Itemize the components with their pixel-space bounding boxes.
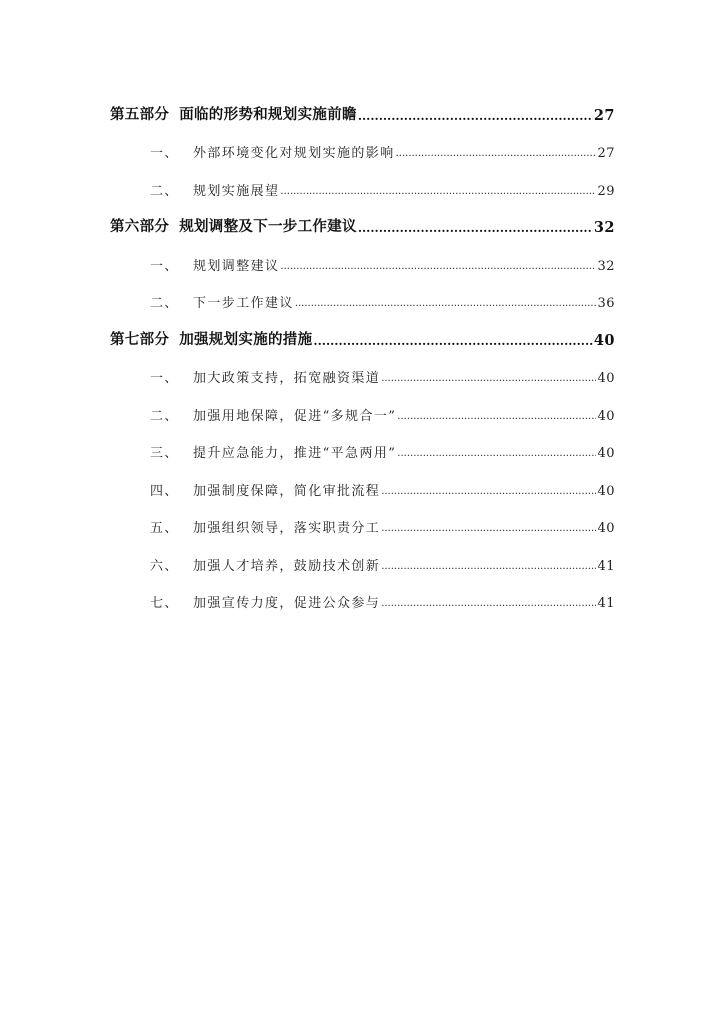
toc-entry-number: 第六部分 <box>110 218 170 235</box>
toc-entry-number: 一、 <box>150 371 179 386</box>
toc-dot-leader <box>396 148 597 159</box>
toc-dot-leader <box>381 373 596 384</box>
toc-entry-7-1[interactable] <box>110 355 615 393</box>
toc-entry-title: 规划调整及下一步工作建议 <box>179 218 357 235</box>
toc-dot-leader <box>313 334 592 348</box>
toc-entry-page: 40 <box>597 521 615 536</box>
toc-entry-page: 32 <box>597 258 615 274</box>
toc-entry-page: 40 <box>597 408 615 424</box>
toc-entry-number: 一、 <box>150 146 179 161</box>
toc-dot-leader <box>358 109 593 123</box>
toc-entry-page: 40 <box>593 331 615 349</box>
toc-entry-number: 三、 <box>150 446 179 461</box>
toc-entry-page: 41 <box>597 558 615 574</box>
toc-entry-number: 六、 <box>150 558 179 574</box>
toc-entry-7-3[interactable] <box>110 430 615 468</box>
toc-entry-number: 第五部分 <box>110 105 170 123</box>
toc-entry-title: 提升应急能力，推进“平急两用” <box>193 446 397 461</box>
toc-entry-number: 七、 <box>150 596 179 611</box>
toc-entry-page: 40 <box>597 483 615 499</box>
toc-entry-page: 40 <box>597 371 615 386</box>
toc-dot-leader <box>280 261 596 272</box>
toc-dot-leader <box>397 411 596 422</box>
toc-dot-leader <box>381 523 596 534</box>
toc-entry-page: 27 <box>597 146 615 161</box>
toc-entry-page: 36 <box>597 296 615 311</box>
toc-dot-leader <box>358 221 593 235</box>
toc-dot-leader <box>381 486 596 497</box>
toc-entry-title: 加强宣传力度，促进公众参与 <box>193 596 381 611</box>
toc-entry-number: 第七部分 <box>110 330 170 348</box>
toc-dot-leader <box>280 186 596 197</box>
toc-entry-title: 加大政策支持，拓宽融资渠道 <box>193 371 381 386</box>
toc-entry-title: 加强制度保障，简化审批流程 <box>193 483 381 499</box>
toc-entry-title: 外部环境变化对规划实施的影响 <box>193 146 395 161</box>
toc-entry-7-5[interactable] <box>110 505 615 543</box>
toc-entry-number: 一、 <box>150 258 179 274</box>
toc-entry-page: 32 <box>593 219 615 236</box>
toc-entry-page: 27 <box>593 106 615 124</box>
toc-entry-title: 加强组织领导，落实职责分工 <box>193 521 381 536</box>
table-of-contents <box>110 92 615 617</box>
toc-entry-7-6[interactable] <box>110 542 615 580</box>
toc-dot-leader <box>397 448 596 459</box>
toc-entry-number: 二、 <box>150 408 179 424</box>
toc-entry-6-2[interactable] <box>110 280 615 318</box>
toc-entry-number: 五、 <box>150 521 179 536</box>
toc-entry-number: 二、 <box>150 296 179 311</box>
toc-dot-leader <box>381 598 596 609</box>
toc-entry-part-7[interactable] <box>110 317 615 355</box>
toc-dot-leader <box>295 298 597 309</box>
toc-entry-6-1[interactable] <box>110 242 615 280</box>
toc-entry-part-5[interactable] <box>110 92 615 130</box>
toc-entry-5-2[interactable] <box>110 167 615 205</box>
toc-entry-number: 二、 <box>150 183 179 199</box>
toc-entry-number: 四、 <box>150 483 179 499</box>
toc-entry-7-7[interactable] <box>110 580 615 618</box>
toc-entry-page: 29 <box>597 183 615 199</box>
toc-entry-7-2[interactable] <box>110 392 615 430</box>
toc-entry-title: 加强用地保障，促进“多规合一” <box>193 408 397 424</box>
toc-entry-page: 41 <box>597 596 615 611</box>
toc-entry-title: 加强人才培养，鼓励技术创新 <box>193 558 381 574</box>
toc-entry-title: 面临的形势和规划实施前瞻 <box>179 105 357 123</box>
toc-entry-page: 40 <box>597 446 615 461</box>
toc-entry-title: 加强规划实施的措施 <box>179 330 313 348</box>
toc-entry-5-1[interactable] <box>110 130 615 168</box>
toc-entry-title: 下一步工作建议 <box>193 296 294 311</box>
toc-entry-title: 规划实施展望 <box>193 183 280 199</box>
toc-dot-leader <box>381 561 596 572</box>
toc-entry-title: 规划调整建议 <box>193 258 280 274</box>
toc-entry-part-6[interactable] <box>110 205 615 243</box>
toc-entry-7-4[interactable] <box>110 467 615 505</box>
